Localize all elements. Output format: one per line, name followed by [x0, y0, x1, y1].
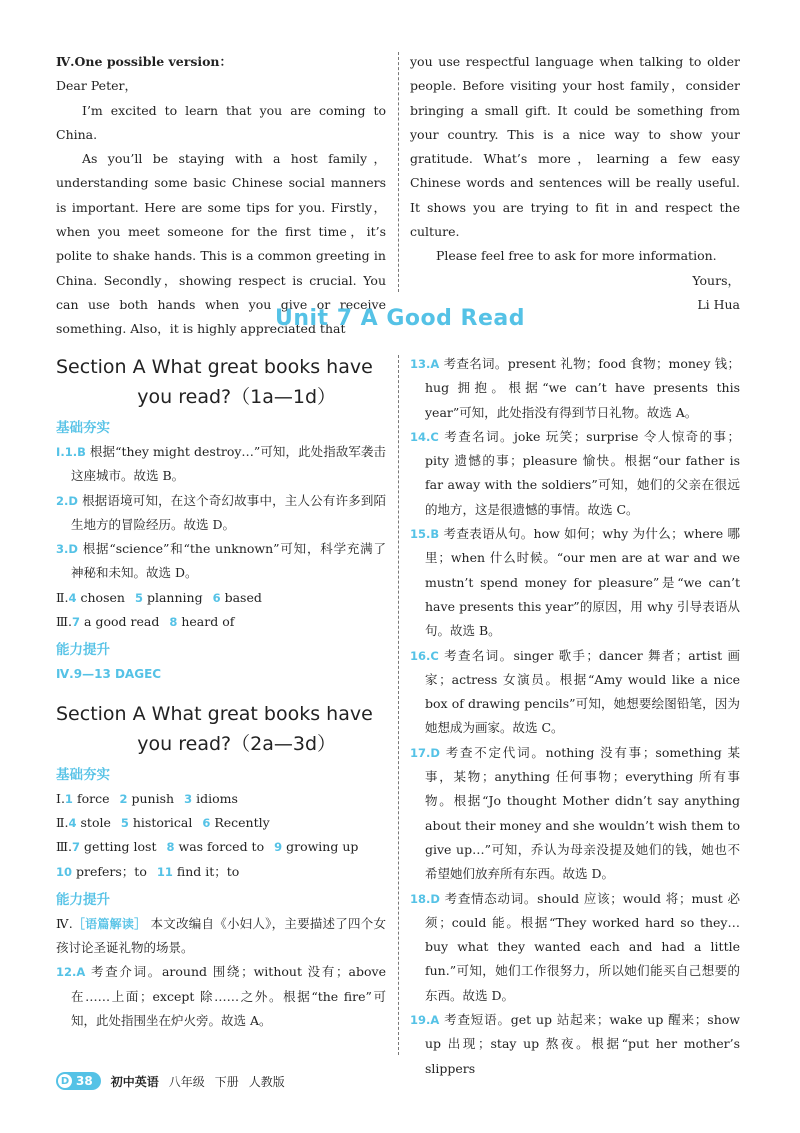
answer-item: [410, 352, 740, 425]
answer-number: 5: [120, 815, 129, 830]
badge-letter: D: [58, 1074, 72, 1088]
answer-text: idioms: [196, 790, 238, 806]
answer-number: Ⅰ.1.B: [56, 445, 86, 459]
answers-left-column: [56, 352, 386, 1033]
answer-text: chosen: [80, 589, 125, 605]
section-title-line2: you read?（2a—3d）: [137, 732, 336, 755]
answer-number: 2.D: [56, 493, 78, 508]
roman-label: Ⅲ.: [56, 839, 73, 855]
answer-text: a good read: [84, 614, 160, 630]
answer-number: 4: [68, 815, 77, 830]
roman-label: Ⅲ.: [56, 614, 73, 630]
answer-row-iii-b: [56, 860, 386, 884]
answer-number: 18.D: [410, 891, 440, 906]
answer-text: 考查名词。singer 歌手；dancer 舞者；artist 画家；actress 女演员。根据“Amy would like a nice box of drawing pencils”可知，她想要绘图铅笔，因为她想成为画家。故选 C。: [425, 647, 740, 736]
letter-paragraph-2-right: you use respectful language when talking to older people. Before visiting your host family，consider bringing a small gift. It could be something from your country. This is a nice way to show your gratitude. What’s more，learning a few easy Chinese words and sentences will be really useful. It shows you are trying to fit in and respect the culture.: [410, 54, 740, 240]
answer-item: [410, 887, 740, 1008]
subheading-basic: 基础夯实: [56, 420, 110, 436]
subheading-basic: 基础夯实: [56, 766, 110, 783]
roman-label: Ⅰ.: [56, 790, 65, 806]
answer-text: based: [224, 589, 262, 605]
answer-item: [56, 960, 386, 1033]
answer-number: 15.B: [410, 527, 440, 542]
answers-right-column: [410, 352, 740, 1081]
answer-text: 根据语境可知，在这个奇幻故事中，主人公有许多到陌生地方的冒险经历。故选 D。: [71, 492, 386, 532]
answer-text: 根据“science”和“the unknown”可知，科学充满了神秘和未知。故选 D。: [71, 541, 386, 581]
letter-paragraph-3: Please feel free to ask for more information.: [436, 248, 717, 264]
answer-text: 考查名词。present 礼物；food 食物；money 钱；hug 拥抱。根据“we can’t have presents this year”可知，此处指没有得到节日礼物。故选 A。: [425, 356, 740, 420]
answer-text: 考查介词。around 围绕；without 没有；above 在……上面；except 除……之外。根据“the fire”可知，此处指围坐在炉火旁。故选 A。: [71, 964, 386, 1029]
section-title-line1: Section A What great books have: [56, 356, 373, 378]
answer-text: heard of: [181, 614, 235, 630]
answer-number: 6: [202, 815, 211, 830]
answer-text: 根据“they might destroy…”可知，此处指敌军袭击这座城市。故选 B。: [71, 444, 386, 484]
answer-item: [410, 1008, 740, 1081]
letter-signature: Li Hua: [697, 296, 740, 312]
book-publisher: 人教版: [248, 1074, 285, 1089]
section-title-line1: Section A What great books have: [56, 702, 373, 725]
letter-heading: Ⅳ.One possible version：: [56, 54, 233, 69]
letter-closing: Yours，: [692, 272, 740, 288]
answer-number: 5: [134, 590, 143, 605]
answer-text: was forced to: [178, 839, 265, 855]
passage-note: [56, 912, 386, 961]
letter-paragraph-2-left: As you’ll be staying with a host family，understanding some basic Chinese social manners is important. Here are some tips for you. Firstly，when you meet someone for the first time，it’s polite to shake hands. This is a common greeting in China. Secondly，showing respect is crucial. You can use both hands when you give or receive something. Also，it is highly appreciated that: [56, 151, 386, 337]
page-footer: [56, 1071, 285, 1091]
answer-row-iv: [56, 662, 386, 686]
answer-text: force: [76, 790, 110, 806]
answer-item: [56, 440, 386, 489]
answer-item: [56, 489, 386, 538]
column-divider-bottom: [398, 355, 399, 1055]
answer-item: [410, 644, 740, 741]
answer-number: 17.D: [410, 745, 440, 760]
letter-paragraph-1: I’m excited to learn that you are coming to China.: [56, 102, 386, 142]
answer-item: [410, 522, 740, 643]
answer-number: 7: [72, 615, 81, 630]
answer-item: [410, 741, 740, 887]
answer-number: 7: [72, 840, 81, 855]
book-volume: 下册: [214, 1074, 239, 1089]
answer-number: 8: [169, 615, 178, 630]
answer-row-ii: [56, 586, 386, 610]
answer-text: planning: [146, 589, 203, 605]
roman-label: Ⅱ.: [56, 814, 69, 830]
answer-text: 考查不定代词。nothing 没有事；something 某事，某物；anything 任何事物；everything 所有事物。根据“Jo thought Mother didn’t say anything about their money and she wouldn’t wish them to give up…”可知，乔认为母亲没提及她们的钱，她也不希望她们放弃所有东西。故选 D。: [425, 744, 740, 882]
passage-tag: ［语篇解读］: [72, 916, 147, 931]
section-title-line2: you read?（1a—1d）: [137, 386, 336, 408]
book-grade: 八年级: [168, 1074, 205, 1089]
answer-number: 4: [68, 590, 77, 605]
answer-number: 13.A: [410, 357, 440, 371]
answer-number: 2: [119, 791, 128, 806]
answer-row-i: [56, 787, 386, 811]
answer-text: historical: [132, 814, 193, 830]
subheading-advanced: 能力提升: [56, 891, 110, 908]
letter-greeting: Dear Peter，: [56, 78, 137, 94]
answer-row-iii: [56, 610, 386, 634]
section-a2-title: [56, 699, 386, 759]
roman-label: Ⅱ.: [56, 589, 69, 605]
roman-label: Ⅳ.: [56, 915, 73, 931]
answer-text: getting lost: [84, 839, 157, 855]
answer-text: 考查情态动词。should 应该；would 将；must 必须；could 能。根据“They worked hard so they…buy what they wanted each and had a little fun.”可知，她们工作很努力，所以她们能买自己想要的东西。故选 D。: [425, 890, 740, 1003]
answer-text: punish: [131, 790, 175, 806]
answer-text: Recently: [214, 814, 270, 830]
answer-row-iii: [56, 835, 386, 859]
unit-title-text: Unit 7 A Good Read: [274, 306, 526, 331]
page-number: 38: [76, 1074, 93, 1088]
answer-number: 1: [64, 791, 73, 806]
subheading-advanced: 能力提升: [56, 642, 110, 659]
answer-text: 考查短语。get up 站起来；wake up 醒来；show up 出现；stay up 熬夜。根据“put her mother’s slippers: [425, 1012, 740, 1076]
column-divider-top: [398, 52, 399, 292]
section-a1-title: [56, 352, 386, 412]
page-number-badge: [56, 1072, 101, 1090]
answer-number: 3.D: [56, 542, 78, 557]
book-title: 初中英语: [110, 1074, 159, 1089]
answer-number: 6: [212, 590, 221, 605]
answer-item: [56, 537, 386, 586]
unit-title: [0, 306, 800, 331]
answer-number: 3: [184, 791, 193, 806]
answer-row-ii: [56, 811, 386, 835]
answer-number: 12.A: [56, 965, 86, 980]
answer-number: 11: [156, 864, 173, 879]
letter-left-column: [56, 50, 386, 342]
answer-text: Ⅳ.9—13 DAGEC: [56, 667, 162, 682]
answer-number: 8: [166, 840, 175, 855]
answer-number: 14.C: [410, 429, 439, 444]
answer-number: 9: [274, 840, 283, 855]
answer-text: 考查表语从句。how 如何；why 为什么；where 哪里；when 什么时候。“our men are at war and we mustn’t spend money for pleasure”是“we can’t have presents this year”的原因，用 why 引导表语从句。故选 B。: [425, 526, 740, 639]
passage-summary: 本文改编自《小妇人》，主要描述了四个女孩讨论圣诞礼物的场景。: [56, 915, 386, 956]
answer-text: find it；to: [176, 863, 240, 879]
answer-number: 10: [56, 864, 73, 879]
answer-text: growing up: [286, 839, 359, 855]
letter-right-column: [410, 50, 740, 317]
answer-item: [410, 425, 740, 522]
answer-number: 16.C: [410, 648, 439, 663]
answer-text: 考查名词。joke 玩笑；surprise 令人惊奇的事；pity 遗憾的事；pleasure 愉快。根据“our father is far away with the soldiers”可知，她们的父亲在很远的地方，这是很遗憾的事情。故选 C。: [425, 428, 740, 517]
answer-text: stole: [80, 814, 111, 830]
answer-text: prefers；to: [76, 863, 147, 879]
answer-number: 19.A: [410, 1013, 440, 1028]
